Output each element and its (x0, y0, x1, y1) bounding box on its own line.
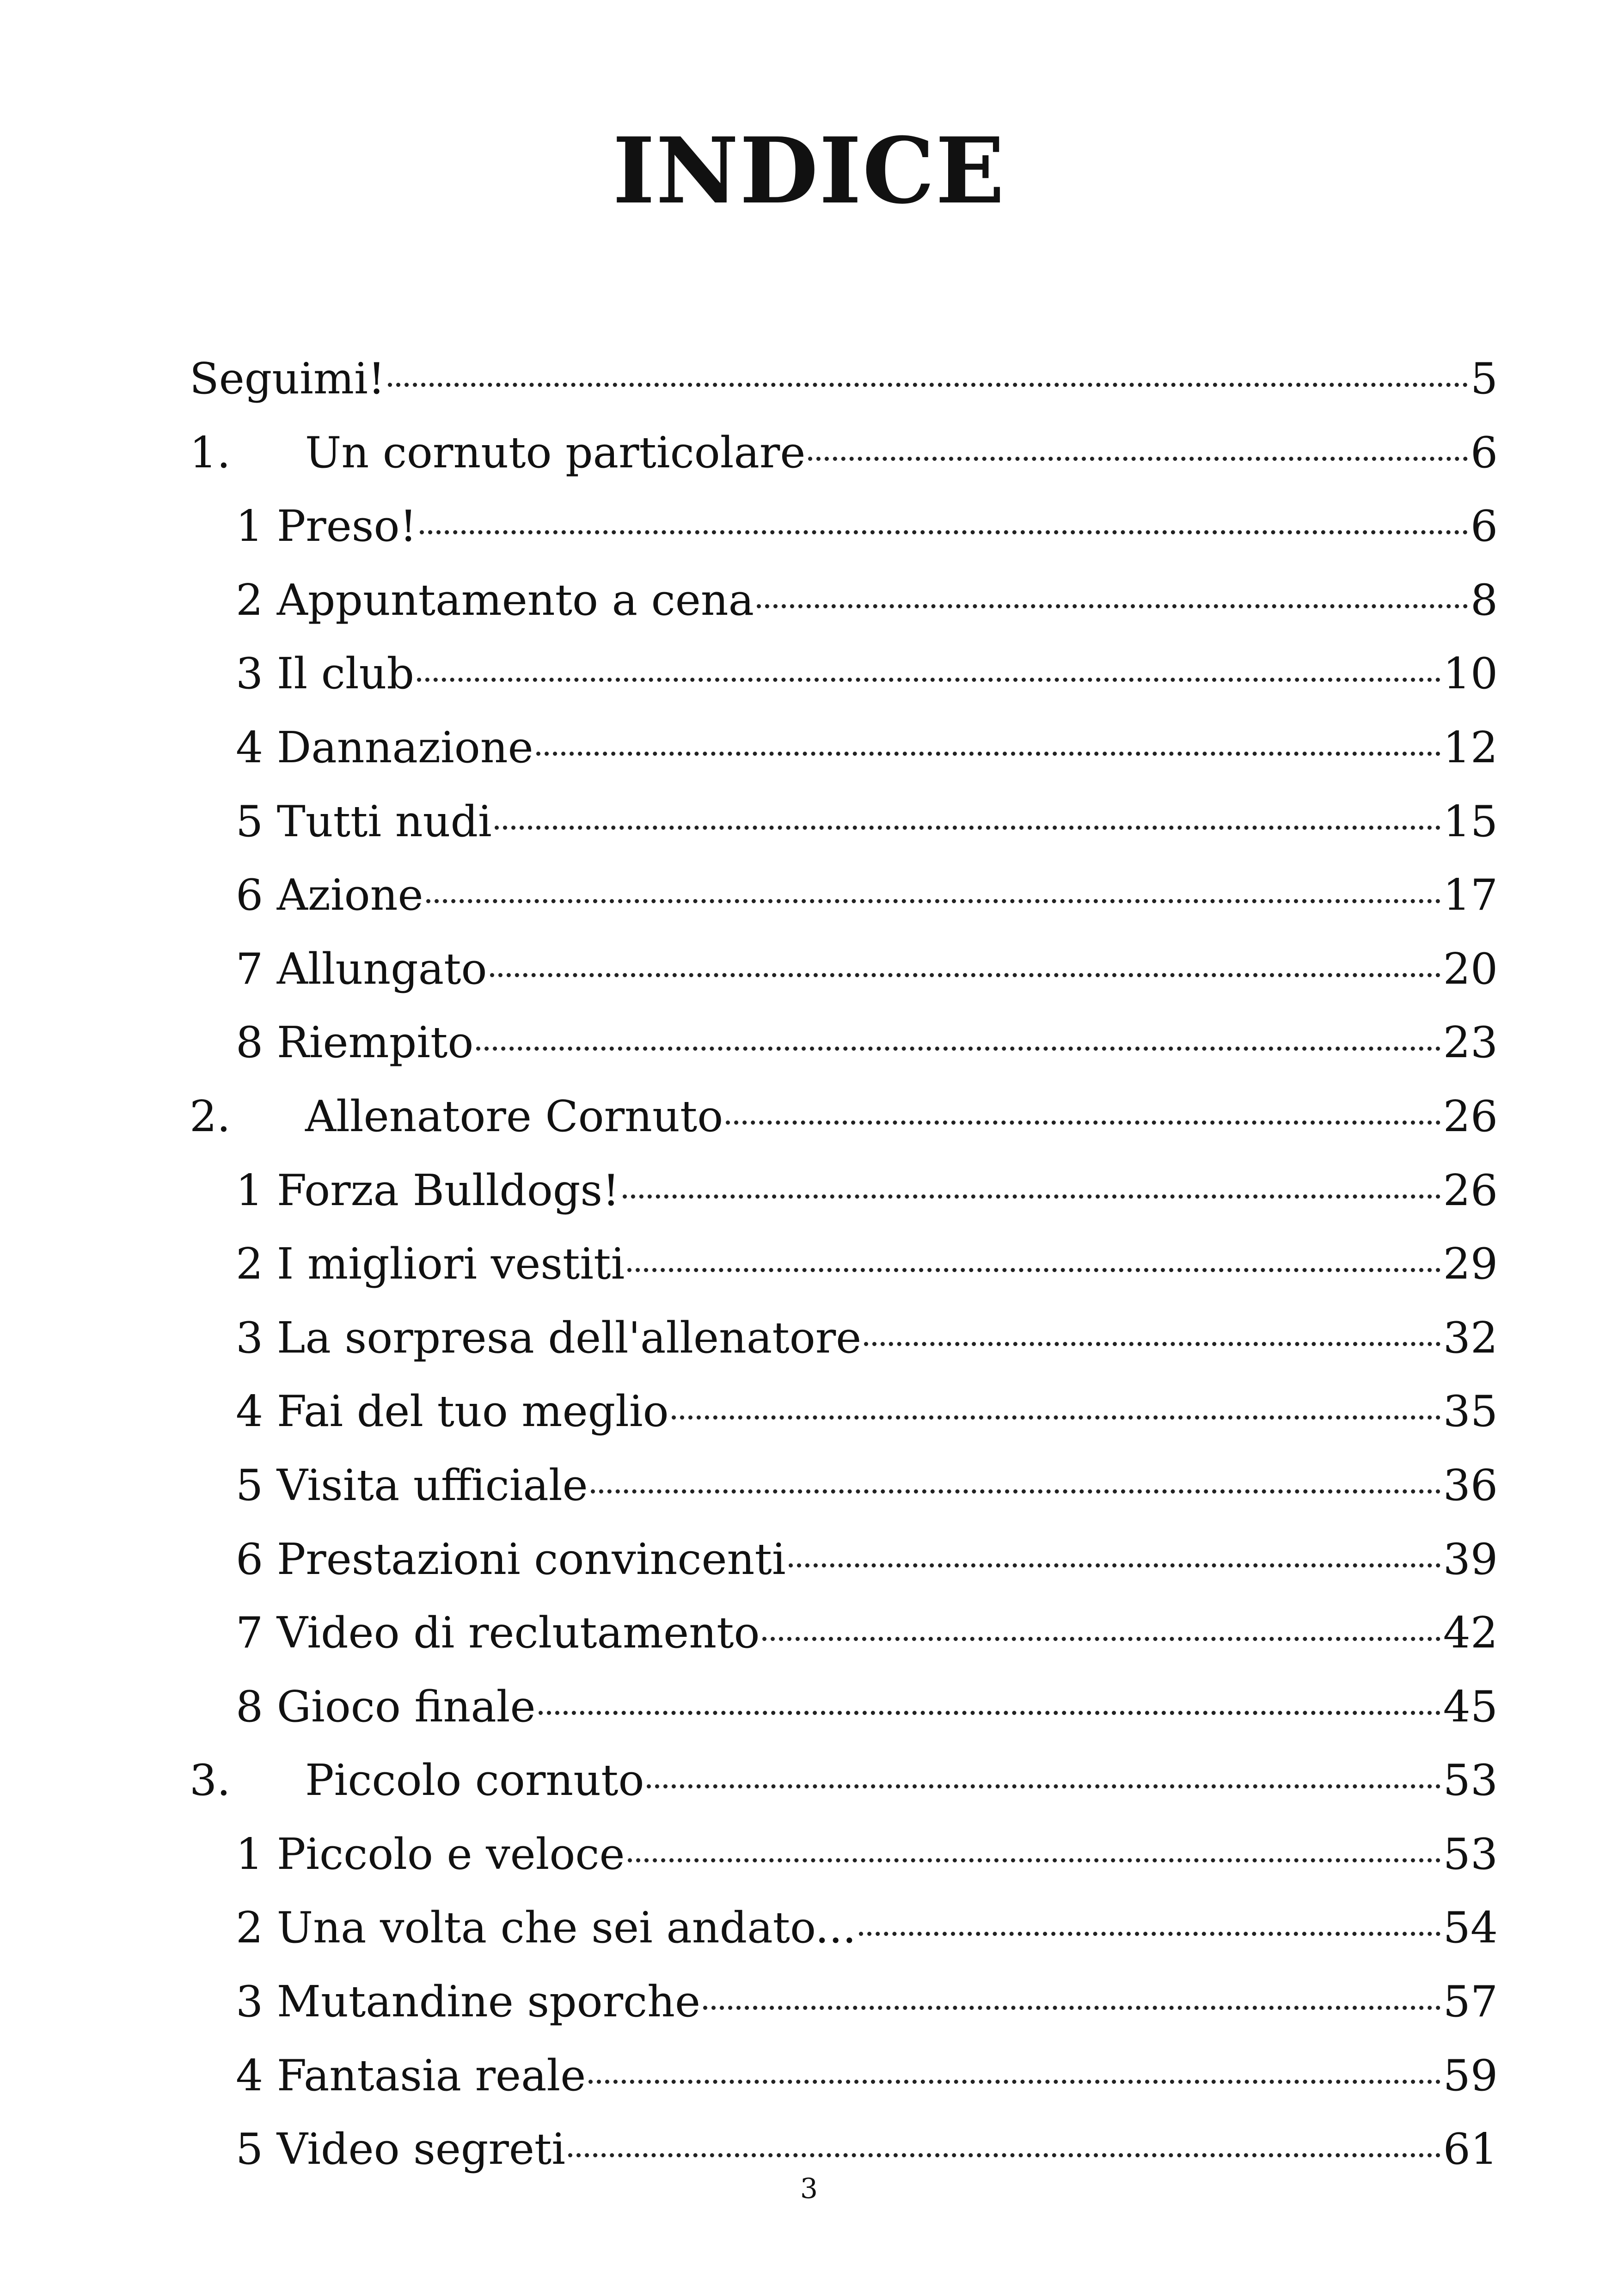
toc-chapter-entry[interactable] (190, 1080, 1498, 1154)
toc-entry-page: 6 (1470, 501, 1498, 551)
toc-dot-leader (417, 678, 1440, 682)
toc-entry-page: 53 (1443, 1829, 1498, 1879)
toc-dot-leader (588, 2080, 1440, 2084)
toc-dot-leader (762, 1637, 1440, 1641)
toc-section-entry[interactable] (190, 490, 1498, 563)
toc-entry-title: 7 Allungato (236, 943, 487, 994)
toc-section-entry[interactable] (190, 563, 1498, 637)
toc-chapter-entry[interactable] (190, 342, 1498, 416)
toc-entry-page: 36 (1443, 1460, 1498, 1510)
toc-dot-leader (726, 1120, 1440, 1125)
toc-dot-leader (476, 1047, 1440, 1051)
table-of-contents (190, 342, 1498, 2186)
toc-entry-title: 5 Tutti nudi (236, 796, 492, 846)
toc-entry-title: 3 Il club (236, 649, 415, 699)
toc-section-entry[interactable] (190, 1375, 1498, 1449)
toc-dot-leader (789, 1563, 1440, 1567)
toc-entry-page: 12 (1443, 722, 1498, 772)
toc-section-entry[interactable] (190, 785, 1498, 859)
toc-entry-page: 8 (1470, 575, 1498, 625)
toc-dot-leader (495, 826, 1440, 830)
toc-dot-leader (420, 530, 1468, 534)
toc-entry-title: 8 Gioco finale (236, 1681, 536, 1732)
toc-chapter-entry[interactable] (190, 1744, 1498, 1818)
toc-entry-page: 42 (1443, 1608, 1498, 1658)
toc-entry-page: 39 (1443, 1534, 1498, 1584)
toc-dot-leader (864, 1342, 1440, 1346)
toc-section-entry[interactable] (190, 711, 1498, 785)
toc-entry-title: 5 Video segreti (236, 2124, 566, 2174)
toc-entry-page: 17 (1443, 870, 1498, 920)
toc-entry-title: Piccolo cornuto (305, 1755, 644, 1806)
toc-entry-page: 26 (1443, 1165, 1498, 1215)
toc-dot-leader (859, 1932, 1440, 1936)
toc-dot-leader (757, 604, 1468, 608)
toc-section-entry[interactable] (190, 1891, 1498, 1965)
toc-dot-leader (627, 1268, 1440, 1272)
toc-entry-title: 8 Riempito (236, 1017, 474, 1068)
toc-section-entry[interactable] (190, 1154, 1498, 1228)
toc-entry-page: 23 (1443, 1017, 1498, 1068)
toc-entry-title: 4 Dannazione (236, 722, 533, 772)
toc-dot-leader (539, 1711, 1440, 1715)
toc-section-entry[interactable] (190, 1596, 1498, 1670)
toc-section-entry[interactable] (190, 1449, 1498, 1523)
toc-entry-title: 1 Forza Bulldogs! (236, 1165, 620, 1215)
toc-entry-page: 5 (1470, 354, 1498, 404)
toc-section-entry[interactable] (190, 1006, 1498, 1080)
toc-entry-page: 53 (1443, 1755, 1498, 1806)
toc-entry-title: 2 I migliori vestiti (236, 1239, 625, 1289)
toc-entry-page: 26 (1443, 1091, 1498, 1141)
toc-entry-title: 3 Mutandine sporche (236, 1977, 701, 2027)
toc-section-entry[interactable] (190, 1301, 1498, 1375)
toc-dot-leader (591, 1489, 1440, 1494)
toc-entry-title: 3 La sorpresa dell'allenatore (236, 1312, 862, 1363)
toc-dot-leader (388, 383, 1468, 387)
toc-entry-title: 4 Fai del tuo meglio (236, 1386, 669, 1437)
toc-dot-leader (808, 457, 1467, 461)
toc-chapter-entry[interactable] (190, 416, 1498, 490)
toc-section-entry[interactable] (190, 932, 1498, 1006)
toc-section-entry[interactable] (190, 1965, 1498, 2039)
toc-entry-title: 5 Visita ufficiale (236, 1460, 588, 1510)
page-number: 3 (800, 2173, 818, 2205)
toc-entry-title: Allenatore Cornuto (305, 1091, 723, 1141)
toc-entry-page: 59 (1443, 2050, 1498, 2100)
toc-entry-number: 1. (190, 427, 231, 478)
toc-entry-page: 6 (1470, 427, 1498, 478)
toc-dot-leader (628, 1858, 1440, 1862)
toc-dot-leader (672, 1415, 1440, 1420)
toc-entry-page: 54 (1443, 1903, 1498, 1953)
toc-entry-title: 1 Piccolo e veloce (236, 1829, 625, 1879)
toc-dot-leader (568, 2153, 1440, 2157)
toc-entry-title: 7 Video di reclutamento (236, 1608, 760, 1658)
toc-section-entry[interactable] (190, 637, 1498, 711)
toc-dot-leader (426, 899, 1440, 903)
toc-section-entry[interactable] (190, 1227, 1498, 1301)
toc-entry-title: 2 Appuntamento a cena (236, 575, 754, 625)
toc-entry-number: 3. (190, 1755, 231, 1806)
toc-section-entry[interactable] (190, 1523, 1498, 1597)
page-title: INDICE (613, 118, 1005, 224)
toc-section-entry[interactable] (190, 2039, 1498, 2113)
toc-entry-page: 45 (1443, 1681, 1498, 1732)
toc-entry-page: 29 (1443, 1239, 1498, 1289)
toc-dot-leader (490, 973, 1440, 977)
toc-section-entry[interactable] (190, 858, 1498, 932)
toc-entry-title: 1 Preso! (236, 501, 417, 551)
toc-entry-page: 15 (1443, 796, 1498, 846)
toc-dot-leader (647, 1784, 1440, 1788)
toc-entry-title: 6 Prestazioni convincenti (236, 1534, 786, 1584)
toc-section-entry[interactable] (190, 1818, 1498, 1892)
toc-entry-number: 2. (190, 1091, 231, 1141)
toc-entry-page: 35 (1443, 1386, 1498, 1437)
toc-entry-page: 57 (1443, 1977, 1498, 2027)
toc-entry-title: Seguimi! (190, 354, 386, 404)
toc-entry-title: Un cornuto particolare (305, 427, 806, 478)
toc-entry-page: 20 (1443, 943, 1498, 994)
toc-entry-title: 2 Una volta che sei andato... (236, 1903, 857, 1953)
toc-section-entry[interactable] (190, 1670, 1498, 1744)
toc-entry-title: 4 Fantasia reale (236, 2050, 586, 2100)
toc-entry-page: 10 (1443, 649, 1498, 699)
toc-dot-leader (536, 752, 1440, 756)
toc-dot-leader (623, 1194, 1440, 1199)
toc-entry-page: 61 (1443, 2124, 1498, 2174)
toc-dot-leader (703, 2006, 1440, 2010)
toc-entry-title: 6 Azione (236, 870, 423, 920)
toc-entry-page: 32 (1443, 1312, 1498, 1363)
